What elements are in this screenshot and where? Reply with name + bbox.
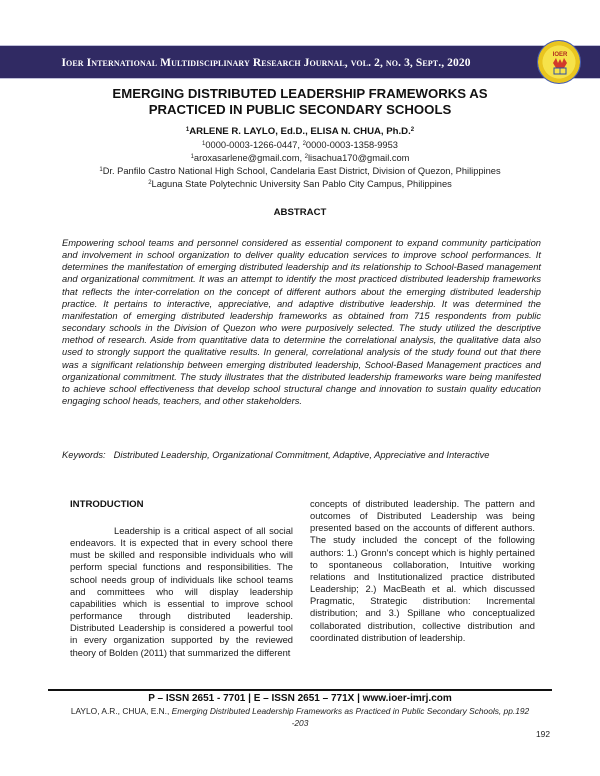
affiliation-1 — [20, 165, 580, 177]
svg-text:IOER: IOER — [552, 52, 568, 58]
author-names: ARLENE R. LAYLO, Ed.D., ELISA N. CHUA, Ph.D. — [189, 126, 411, 137]
affiliation-2-text: Laguna State Polytechnic University San Pablo City Campus, Philippines — [151, 179, 452, 189]
author-list — [60, 126, 540, 138]
issn-line: P – ISSN 2651 - 7701 | E – ISSN 2651 – 771X | www.ioer-imrj.com — [148, 693, 452, 704]
affiliation-1-marker: 1 — [99, 167, 103, 173]
introduction-paragraph-right: concepts of distributed leadership. The pattern and outcomes of Distributed Leadership was being presented based on the accounts of different authors. The study included the concept of the following authors: 1.) Gronn's concept which is highly pertained to spontaneous collaboration, Intuitive working relations and Institutionalized practice distributed Leadership; 2.) MacBeath et al. which discussed Pragmatic, Strategic distribution: Incremental distribution; and 3.) Spillane who conceptualized collaborated distribution, collective distribution and coordinated distribution of leadership. — [310, 499, 535, 643]
abstract-heading: ABSTRACT — [273, 207, 327, 218]
email-1-marker: 1 — [190, 154, 194, 160]
email-1[interactable]: aroxasarlene@gmail.com, — [193, 153, 305, 163]
citation-authors: LAYLO, A.R., CHUA, E.N., — [70, 706, 172, 716]
orcid-2[interactable]: 0000-0003-1358-9953 — [305, 140, 398, 150]
orcid-1[interactable]: 0000-0003-1266-0447, — [205, 140, 303, 150]
journal-seal-logo-icon — [537, 40, 581, 84]
page-number: 192 — [536, 729, 550, 739]
paper-title-line-2: PRACTICED IN PUBLIC SECONDARY SCHOOLS — [148, 102, 452, 117]
paper-title-line-1: EMERGING DISTRIBUTED LEADERSHIP FRAMEWORKS AS — [112, 86, 488, 101]
keywords-list: Distributed Leadership, Organizational Commitment, Adaptive, Appreciative and Interactive — [113, 450, 490, 460]
affiliation-1-text: Dr. Panfilo Castro National High School, Candelaria East District, Division of Quezon, Philippines — [102, 166, 501, 176]
citation-line — [70, 706, 530, 729]
keywords-label: Keywords: — [62, 450, 106, 460]
introduction-right-column — [310, 498, 535, 644]
orcid-2-marker: 2 — [302, 141, 306, 147]
orcid-1-marker: 1 — [202, 141, 206, 147]
introduction-heading: INTRODUCTION — [70, 499, 144, 510]
introduction-paragraph-left: Leadership is a critical aspect of all social endeavors. It is expected that in every school there must be skilled and responsible individuals who will perform special functions and responsibilities. The school needs group of individuals like school teams and committees who will display leadership capabilities which is essential to improve school performance through distributed leadership. Distributed Leadership is considered a powerful tool in every organization supported by the reviewed theory of Bolden (2011) that summarized the different — [70, 526, 293, 658]
citation-title: Emerging Distributed Leadership Frameworks as Practiced in Public Secondary Schools, pp.192 -203 — [171, 706, 530, 728]
affiliation-2 — [20, 178, 580, 190]
introduction-left-column — [70, 499, 293, 659]
author-1-marker: 1 — [185, 127, 190, 133]
paper-title — [60, 86, 540, 118]
author-2-marker: 2 — [410, 127, 415, 133]
footer-divider — [48, 689, 552, 691]
keywords — [62, 449, 541, 461]
email-2[interactable]: lisachua170@gmail.com — [307, 153, 410, 163]
orcid-line — [20, 139, 580, 151]
email-line — [20, 152, 580, 164]
email-2-marker: 2 — [304, 154, 308, 160]
journal-title: Ioer International Multidisciplinary Research Journal, vol. 2, no. 3, Sept., 2020 — [61, 57, 471, 69]
abstract-text: Empowering school teams and personnel considered as essential component to expand community participation and involvement in school organization to deliver quality education services to improve school performances. It determines the manifestation of emerging distributed leadership and its relationship to School-Based management and organizational commitment. It was an attempt to identify the most practiced distributed leadership frameworks that reflects the inter-correlation on the concept of different authors about the emerging distributed leadership practice. It pertains to interactive, appreciative, and adaptive distributive leadership. It was determined the manifestation of emerging distributed leadership frameworks as obtained from 715 respondents from public secondary schools in the Division of Quezon who were purposively selected. The study utilized the descriptive method of research. Aside from quantitative data to determine the correlational analysis, the qualitative data also used to strongly support the qualitative results. In general, correlational analysis of the study found out that there was a significant relationship between emerging distributed leadership, School-Based Management practices and organizational commitment. The study illustrates that the distributed leadership frameworks ware being manifested to achieve school effectiveness that develop school structural change and innovation to sustain quality education engaging school heads, teachers, and other stakeholders. — [62, 238, 541, 407]
affiliation-2-marker: 2 — [148, 180, 152, 186]
journal-header-banner — [0, 45, 600, 79]
